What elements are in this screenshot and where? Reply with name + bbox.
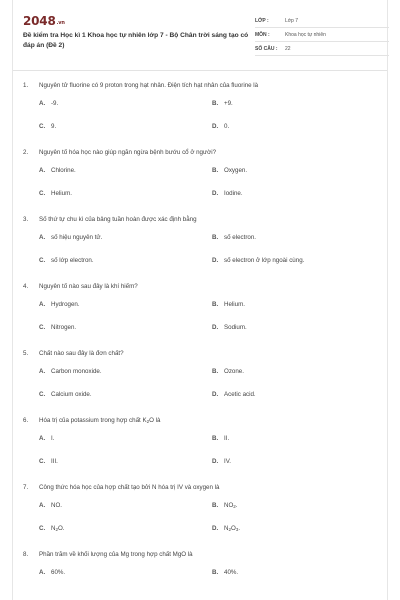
question-item: [23, 82, 377, 149]
question-stem: [23, 216, 197, 223]
question-item: [23, 350, 377, 417]
meta-value: 22: [285, 45, 291, 52]
answer-letter: B.: [212, 234, 219, 241]
answer-letter: C.: [39, 324, 46, 331]
answer-option[interactable]: [212, 301, 245, 308]
logo-main: 2048: [23, 14, 56, 28]
answer-letter: C.: [39, 257, 46, 264]
answer-letter: D.: [212, 391, 219, 398]
question-number: 2.: [23, 149, 29, 156]
header-divider: [13, 70, 387, 71]
question-number: 5.: [23, 350, 29, 357]
text-part: NO: [224, 502, 234, 509]
question-number: 1.: [23, 82, 29, 89]
answer-text: 0.: [224, 123, 230, 130]
question-text: Công thức hóa học của hợp chất tạo bởi N hóa trị IV và oxygen là: [39, 484, 220, 491]
question-text: Nguyên tố nào sau đây là khí hiếm?: [39, 283, 138, 290]
question-text: Nguyên tố hóa học nào giúp ngăn ngừa bệnh bướu cổ ở người?: [39, 149, 217, 156]
answer-text: III.: [51, 458, 58, 465]
answer-option[interactable]: [212, 525, 240, 532]
answer-option[interactable]: [212, 234, 256, 241]
answer-text: Chlorine.: [51, 167, 76, 174]
answer-letter: C.: [39, 525, 46, 532]
answer-option[interactable]: [39, 525, 65, 532]
logo-suffix: .vn: [56, 20, 65, 26]
text-part: N: [51, 525, 56, 532]
question-text: Chất nào sau đây là đơn chất?: [39, 350, 124, 357]
subscript: 2: [146, 419, 150, 424]
subscript: 2: [233, 504, 236, 509]
meta-label: LỚP :: [255, 17, 269, 24]
answer-letter: A.: [39, 435, 46, 442]
answer-letter: B.: [212, 100, 219, 107]
answer-option[interactable]: [212, 100, 233, 107]
subscript: 2: [228, 527, 231, 532]
answer-letter: A.: [39, 167, 46, 174]
answer-text: I.: [51, 435, 55, 442]
exam-title: Đề kiểm tra Học kì 1 Khoa học tự nhiên lớp 7 - Bộ Chân trời sáng tạo có đáp án (Đề 2): [23, 32, 249, 49]
answer-option[interactable]: [212, 324, 247, 331]
text-part: Hóa trị của potassium trong hợp chất K: [39, 417, 147, 424]
answer-option[interactable]: [39, 257, 94, 264]
answer-text: 60%.: [51, 569, 66, 576]
answer-text: Helium.: [224, 301, 245, 308]
answer-letter: B.: [212, 569, 219, 576]
site-logo[interactable]: [23, 14, 65, 28]
answer-letter: A.: [39, 301, 46, 308]
question-stem: [23, 149, 216, 156]
answer-option[interactable]: [39, 123, 56, 130]
meta-value: Lớp 7: [285, 17, 299, 24]
answer-text: Oxygen.: [224, 167, 248, 174]
answer-option[interactable]: [39, 301, 80, 308]
answer-letter: B.: [212, 502, 219, 509]
answer-text: Calcium oxide.: [51, 391, 92, 398]
answer-option[interactable]: [39, 391, 92, 398]
text-part: .: [235, 502, 238, 509]
answer-option[interactable]: [212, 190, 243, 197]
answer-letter: B.: [212, 167, 219, 174]
meta-count-row: [255, 42, 389, 56]
answer-letter: C.: [39, 190, 46, 197]
question-number: 3.: [23, 216, 29, 223]
answer-option[interactable]: [212, 368, 244, 375]
text-part: O.: [57, 525, 65, 532]
question-text: [39, 417, 160, 424]
answer-option[interactable]: [212, 123, 229, 130]
answer-letter: A.: [39, 234, 46, 241]
answer-option[interactable]: [39, 435, 54, 442]
answer-letter: C.: [39, 391, 46, 398]
question-number: 6.: [23, 417, 29, 424]
answer-text: Sodium.: [224, 324, 247, 331]
answer-letter: A.: [39, 569, 46, 576]
answer-option[interactable]: [39, 167, 76, 174]
answer-text: [224, 525, 240, 532]
question-stem: [23, 417, 160, 424]
question-item: [23, 417, 377, 484]
subscript: 3: [235, 527, 239, 532]
answer-text: số electron ở lớp ngoài cùng.: [224, 257, 305, 264]
answer-text: -9.: [51, 100, 59, 107]
answer-option[interactable]: [212, 569, 238, 576]
answer-letter: B.: [212, 301, 219, 308]
question-item: [23, 149, 377, 216]
exam-header: [23, 14, 377, 60]
question-stem: [23, 484, 219, 491]
answer-text: Helium.: [51, 190, 72, 197]
text-part: N: [224, 525, 229, 532]
question-stem: [23, 350, 124, 357]
question-list: [23, 82, 377, 600]
answer-option[interactable]: [212, 257, 304, 264]
question-number: 4.: [23, 283, 29, 290]
subscript: 2: [55, 527, 58, 532]
question-stem: [23, 551, 193, 558]
answer-text: số hiệu nguyên tử.: [51, 234, 103, 241]
answer-letter: D.: [212, 525, 219, 532]
answer-option[interactable]: [39, 458, 58, 465]
answer-option[interactable]: [39, 234, 102, 241]
text-part: NO.: [51, 502, 63, 509]
meta-label: MÔN :: [255, 31, 270, 38]
answer-option[interactable]: [39, 569, 65, 576]
question-stem: [23, 283, 138, 290]
answer-option[interactable]: [39, 190, 72, 197]
answer-option[interactable]: [39, 324, 76, 331]
answer-text: [51, 502, 62, 509]
answer-letter: D.: [212, 324, 219, 331]
answer-letter: C.: [39, 123, 46, 130]
answer-text: [51, 525, 65, 532]
answer-text: số electron.: [224, 234, 256, 241]
answer-text: Ozone.: [224, 368, 244, 375]
answer-text: +9.: [224, 100, 233, 107]
answer-text: Iodine.: [224, 190, 243, 197]
question-text: Phần trăm về khối lượng của Mg trong hợp chất MgO là: [39, 551, 193, 558]
meta-class-row: [255, 14, 389, 28]
question-number: 7.: [23, 484, 29, 491]
answer-letter: B.: [212, 435, 219, 442]
answer-letter: D.: [212, 123, 219, 130]
answer-text: II.: [224, 435, 230, 442]
answer-text: IV.: [224, 458, 231, 465]
answer-text: Hydrogen.: [51, 301, 80, 308]
answer-letter: D.: [212, 458, 219, 465]
meta-value: Khoa học tự nhiên: [285, 31, 326, 38]
answer-text: Acetic acid.: [224, 391, 256, 398]
question-item: [23, 283, 377, 350]
question-item: [23, 484, 377, 551]
answer-letter: D.: [212, 190, 219, 197]
answer-option[interactable]: [39, 368, 102, 375]
exam-page: [12, 0, 388, 600]
question-item: [23, 216, 377, 283]
text-part: O: [230, 525, 236, 532]
answer-option[interactable]: [212, 458, 231, 465]
answer-option[interactable]: [212, 502, 238, 509]
meta-label: SỐ CÂU :: [255, 45, 278, 52]
answer-letter: A.: [39, 502, 46, 509]
question-text: Nguyên tử fluorine có 9 proton trong hạt nhân. Điện tích hạt nhân của fluorine là: [39, 82, 259, 89]
answer-text: 40%.: [224, 569, 239, 576]
answer-letter: A.: [39, 368, 46, 375]
answer-text: số lớp electron.: [51, 257, 94, 264]
answer-option[interactable]: [212, 391, 256, 398]
answer-letter: A.: [39, 100, 46, 107]
answer-text: Nitrogen.: [51, 324, 77, 331]
answer-text: Carbon monoxide.: [51, 368, 102, 375]
question-text: Số thứ tự chu kì của bảng tuần hoàn được xác định bằng: [39, 216, 197, 223]
answer-letter: C.: [39, 458, 46, 465]
question-number: 8.: [23, 551, 29, 558]
answer-text: [224, 502, 238, 509]
answer-letter: B.: [212, 368, 219, 375]
answer-option[interactable]: [39, 100, 58, 107]
answer-option[interactable]: [39, 502, 62, 509]
answer-letter: D.: [212, 257, 219, 264]
answer-option[interactable]: [212, 435, 229, 442]
meta-subject-row: [255, 28, 389, 42]
text-part: .: [238, 525, 241, 532]
question-item: [23, 551, 377, 600]
question-stem: [23, 82, 258, 89]
answer-option[interactable]: [212, 167, 247, 174]
exam-meta: [255, 14, 389, 56]
answer-text: 9.: [51, 123, 57, 130]
text-part: O là: [149, 417, 161, 424]
